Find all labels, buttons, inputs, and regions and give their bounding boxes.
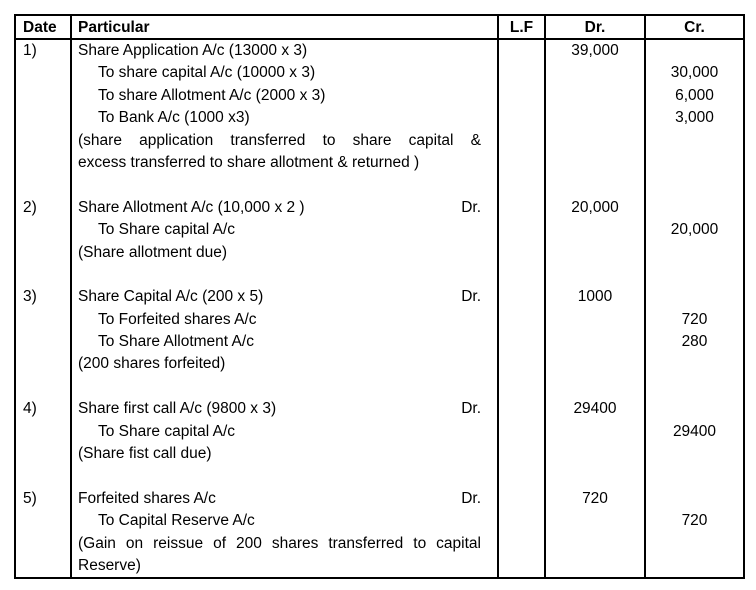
date-cell: [16, 488, 72, 510]
cr-amount-cell: [646, 421, 743, 443]
journal-line-row: [16, 443, 743, 465]
date-cell: [16, 331, 72, 353]
lf-cell: [499, 555, 546, 577]
particular-cell: [72, 197, 499, 219]
journal-line-row: [16, 85, 743, 107]
cr-amount-cell: [646, 62, 743, 84]
date-cell: [16, 510, 72, 532]
entry-date: 3): [23, 288, 37, 306]
dr-amount-cell: [546, 510, 646, 532]
journal-table: [14, 14, 745, 579]
date-cell: [16, 286, 72, 308]
journal-line-row: [16, 398, 743, 420]
cr-amount: 20,000: [670, 221, 719, 239]
journal-line-row: [16, 353, 743, 375]
date-cell: [16, 443, 72, 465]
date-cell: [16, 85, 72, 107]
header-cr: Cr.: [646, 16, 743, 40]
cr-amount-cell: [646, 353, 743, 375]
journal-line-row: [16, 488, 743, 510]
dr-amount: 39,000: [571, 42, 619, 59]
cr-amount-cell: [646, 40, 743, 62]
particular-text: (Share allotment due): [78, 243, 228, 261]
particular-text: Reserve): [78, 556, 141, 574]
lf-cell: [499, 533, 546, 555]
dr-amount: 1000: [577, 288, 613, 306]
lf-cell: [499, 85, 546, 107]
journal-line-row: [16, 286, 743, 308]
journal-line-row: [16, 421, 743, 443]
cr-amount-cell: [646, 533, 743, 555]
lf-cell: [499, 174, 546, 196]
dr-amount-cell: [546, 353, 646, 375]
cr-amount-cell: [646, 197, 743, 219]
lf-cell: [499, 465, 546, 487]
dr-amount-cell: [546, 443, 646, 465]
cr-amount-cell: [646, 242, 743, 264]
particular-text: To Forfeited shares A/c: [98, 310, 257, 328]
cr-amount-cell: [646, 376, 743, 398]
spacer-row: [16, 264, 743, 286]
table-body: [16, 40, 743, 577]
particular-cell: [72, 353, 499, 375]
particular-cell: [72, 130, 499, 152]
particular-cell: [72, 107, 499, 129]
journal-line-row: [16, 309, 743, 331]
dr-amount: 20,000: [571, 198, 619, 216]
particular-cell: [72, 555, 499, 577]
particular-cell: [72, 286, 499, 308]
particular-text: (200 shares forfeited): [78, 355, 226, 373]
date-cell: [16, 130, 72, 152]
dr-amount: 29400: [573, 400, 617, 418]
dr-amount-cell: [546, 242, 646, 264]
cr-amount: 280: [681, 333, 708, 351]
header-particular: Particular: [72, 16, 499, 40]
dr-amount-cell: [546, 174, 646, 196]
dr-label: Dr.: [461, 400, 481, 418]
particular-cell: [72, 376, 499, 398]
dr-label: Dr.: [461, 489, 481, 507]
particular-text: excess transferred to share allotment & returned ): [78, 153, 420, 171]
spacer-row: [16, 465, 743, 487]
particular-cell: [72, 264, 499, 286]
particular-text: Share Allotment A/c (10,000 x 2 ): [78, 198, 305, 216]
lf-cell: [499, 197, 546, 219]
entry-date: 1): [23, 42, 37, 59]
particular-cell: [72, 398, 499, 420]
particular-cell: [72, 309, 499, 331]
lf-cell: [499, 107, 546, 129]
lf-cell: [499, 62, 546, 84]
cr-amount: 720: [681, 512, 708, 530]
journal-line-row: [16, 555, 743, 577]
cr-amount-cell: [646, 264, 743, 286]
cr-amount-cell: [646, 309, 743, 331]
cr-amount-cell: [646, 85, 743, 107]
journal-line-row: [16, 331, 743, 353]
lf-cell: [499, 376, 546, 398]
dr-amount-cell: [546, 555, 646, 577]
lf-cell: [499, 264, 546, 286]
spacer-row: [16, 174, 743, 196]
journal-line-row: [16, 533, 743, 555]
journal-line-row: [16, 130, 743, 152]
particular-text: Share Application A/c (13000 x 3): [78, 42, 308, 59]
lf-cell: [499, 443, 546, 465]
entry-date: 2): [23, 198, 37, 216]
cr-amount: 3,000: [675, 109, 714, 127]
journal-line-row: [16, 219, 743, 241]
lf-cell: [499, 309, 546, 331]
header-lf: L.F: [499, 16, 546, 40]
dr-label: Dr.: [461, 198, 481, 216]
cr-amount: 29400: [672, 422, 717, 440]
particular-text: Share Capital A/c (200 x 5): [78, 288, 264, 306]
dr-amount-cell: [546, 264, 646, 286]
cr-amount-cell: [646, 286, 743, 308]
cr-amount-cell: [646, 107, 743, 129]
dr-amount-cell: [546, 376, 646, 398]
particular-cell: [72, 443, 499, 465]
dr-amount-cell: [546, 107, 646, 129]
lf-cell: [499, 286, 546, 308]
particular-cell: [72, 488, 499, 510]
date-cell: [16, 555, 72, 577]
cr-amount-cell: [646, 443, 743, 465]
journal-line-row: [16, 40, 743, 62]
particular-text: To Share capital A/c: [98, 422, 235, 440]
dr-amount-cell: [546, 219, 646, 241]
date-cell: [16, 174, 72, 196]
dr-amount-cell: [546, 309, 646, 331]
lf-cell: [499, 242, 546, 264]
dr-amount-cell: [546, 62, 646, 84]
spacer-row: [16, 376, 743, 398]
particular-text: To Share Allotment A/c: [98, 333, 254, 351]
lf-cell: [499, 331, 546, 353]
cr-amount-cell: [646, 152, 743, 174]
cr-amount-cell: [646, 331, 743, 353]
dr-amount-cell: [546, 398, 646, 420]
particular-cell: [72, 174, 499, 196]
date-cell: [16, 353, 72, 375]
date-cell: [16, 62, 72, 84]
dr-amount: 720: [582, 489, 608, 507]
date-cell: [16, 40, 72, 62]
dr-amount-cell: [546, 152, 646, 174]
particular-cell: [72, 152, 499, 174]
entry-date: 4): [23, 400, 37, 418]
particular-text: (share application transferred to share capital &: [78, 131, 481, 149]
date-cell: [16, 398, 72, 420]
particular-cell: [72, 219, 499, 241]
journal-line-row: [16, 62, 743, 84]
cr-amount-cell: [646, 510, 743, 532]
particular-text: To share Allotment A/c (2000 x 3): [98, 86, 326, 104]
particular-cell: [72, 533, 499, 555]
lf-cell: [499, 421, 546, 443]
header-dr: Dr.: [546, 16, 646, 40]
journal-line-row: [16, 242, 743, 264]
cr-amount-cell: [646, 174, 743, 196]
dr-amount-cell: [546, 40, 646, 62]
dr-amount-cell: [546, 331, 646, 353]
lf-cell: [499, 130, 546, 152]
dr-amount-cell: [546, 533, 646, 555]
particular-text: To Share capital A/c: [98, 221, 235, 239]
dr-label: Dr.: [461, 288, 481, 306]
particular-cell: [72, 62, 499, 84]
dr-amount-cell: [546, 197, 646, 219]
date-cell: [16, 465, 72, 487]
dr-amount-cell: [546, 286, 646, 308]
particular-text: To share capital A/c (10000 x 3): [98, 64, 316, 82]
date-cell: [16, 533, 72, 555]
date-cell: [16, 421, 72, 443]
particular-text: Forfeited shares A/c: [78, 489, 216, 507]
entry-date: 5): [23, 489, 37, 507]
lf-cell: [499, 488, 546, 510]
cr-amount-cell: [646, 130, 743, 152]
date-cell: [16, 197, 72, 219]
dr-amount-cell: [546, 465, 646, 487]
particular-cell: [72, 421, 499, 443]
dr-amount-cell: [546, 130, 646, 152]
journal-line-row: [16, 107, 743, 129]
table-header: [16, 16, 743, 40]
dr-amount-cell: [546, 421, 646, 443]
particular-text: To Bank A/c (1000 x3): [98, 109, 250, 127]
dr-amount-cell: [546, 488, 646, 510]
lf-cell: [499, 353, 546, 375]
cr-amount-cell: [646, 555, 743, 577]
particular-cell: [72, 40, 499, 62]
particular-cell: [72, 242, 499, 264]
date-cell: [16, 107, 72, 129]
cr-amount: 30,000: [670, 64, 719, 82]
cr-amount-cell: [646, 488, 743, 510]
journal-line-row: [16, 510, 743, 532]
particular-cell: [72, 510, 499, 532]
particular-text: To Capital Reserve A/c: [98, 512, 255, 530]
particular-cell: [72, 85, 499, 107]
cr-amount-cell: [646, 465, 743, 487]
date-cell: [16, 219, 72, 241]
lf-cell: [499, 510, 546, 532]
particular-text: (Gain on reissue of 200 shares transferred to capital: [78, 534, 481, 552]
cr-amount: 720: [681, 310, 708, 328]
lf-cell: [499, 219, 546, 241]
lf-cell: [499, 398, 546, 420]
dr-amount-cell: [546, 85, 646, 107]
date-cell: [16, 242, 72, 264]
date-cell: [16, 376, 72, 398]
particular-cell: [72, 465, 499, 487]
lf-cell: [499, 152, 546, 174]
cr-amount-cell: [646, 219, 743, 241]
journal-line-row: [16, 197, 743, 219]
lf-cell: [499, 40, 546, 62]
date-cell: [16, 152, 72, 174]
date-cell: [16, 264, 72, 286]
particular-text: Share first call A/c (9800 x 3): [78, 400, 277, 418]
particular-cell: [72, 331, 499, 353]
cr-amount-cell: [646, 398, 743, 420]
journal-line-row: [16, 152, 743, 174]
header-date: Date: [16, 16, 72, 40]
cr-amount: 6,000: [675, 86, 714, 104]
particular-text: (Share fist call due): [78, 445, 212, 463]
date-cell: [16, 309, 72, 331]
